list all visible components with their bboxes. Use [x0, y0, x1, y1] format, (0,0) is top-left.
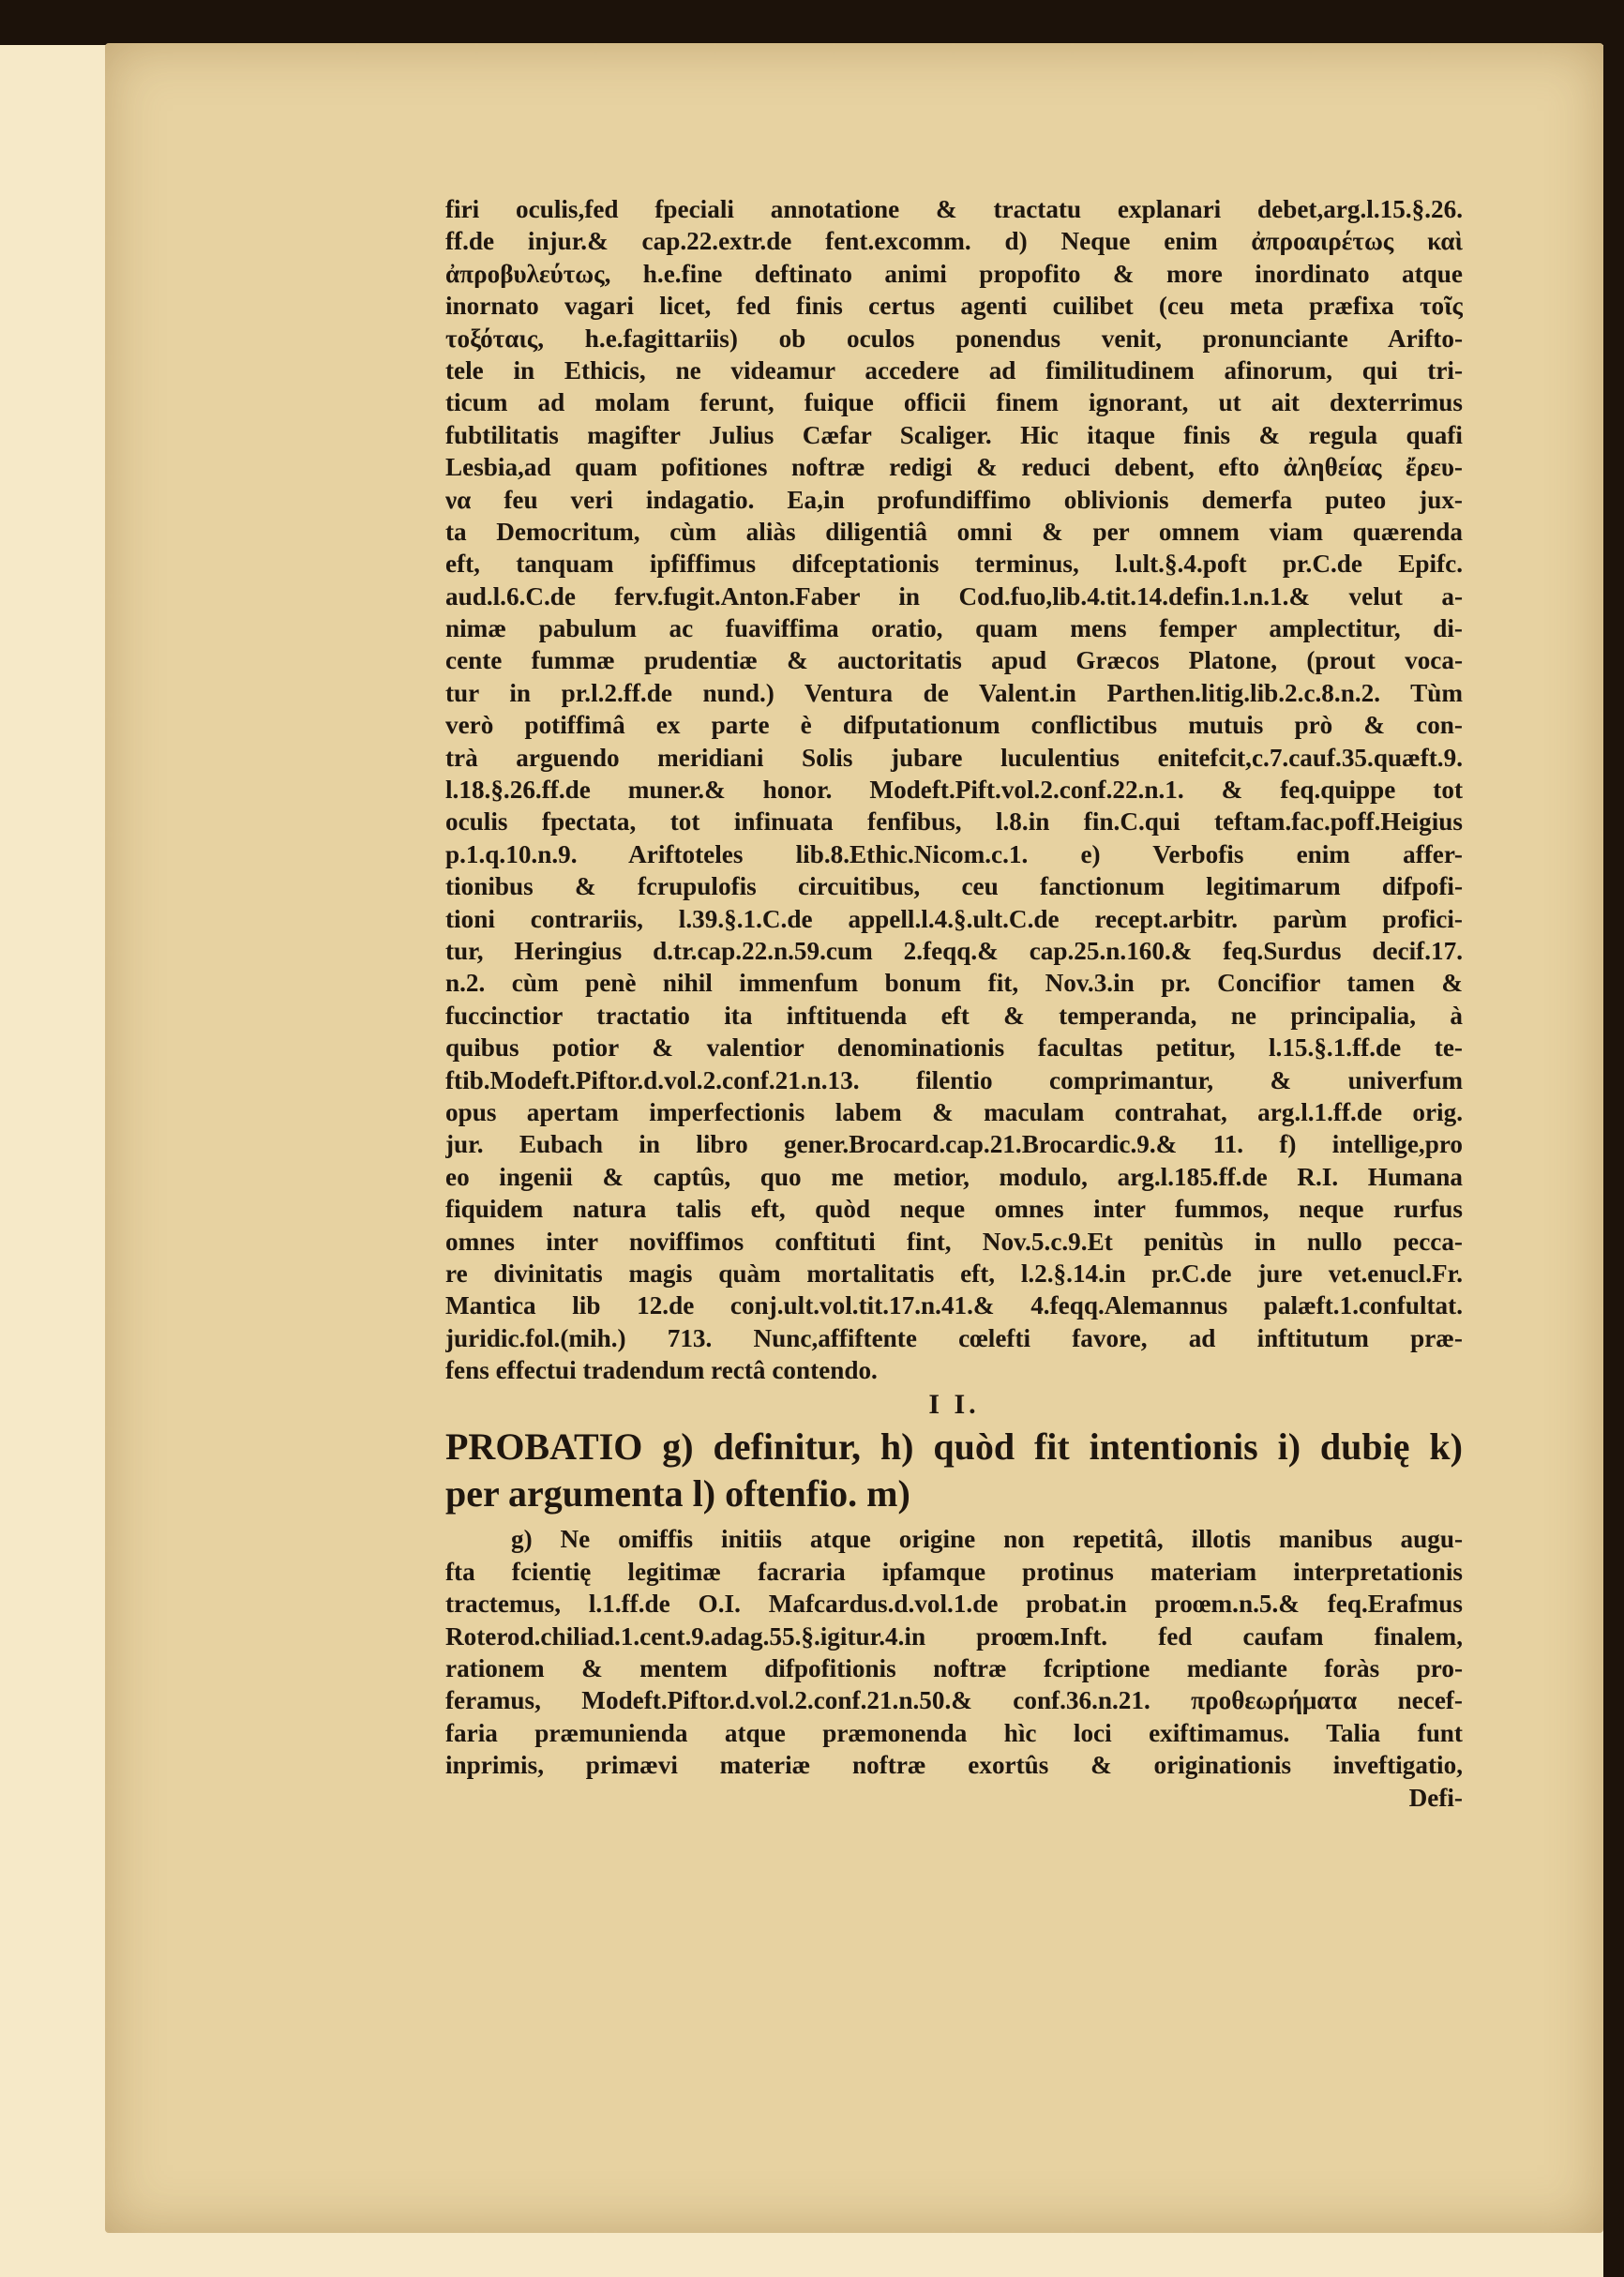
- text-line: oculis fpectata, tot infinuata fenfibus, l.8.in fin.C.qui teftam.fac.poff.Heigius: [445, 807, 1463, 837]
- text-line: ἀπροβυλεύτως, h.e.fine deftinato animi propofito & more inordinato atque: [445, 259, 1463, 288]
- text-line: Lesbia,ad quam pofitiones noftræ redigi & reduci debent, efto ἀληθείας ἔρευ-: [445, 453, 1463, 482]
- scan-right-border: [1603, 0, 1624, 2277]
- text-line: να feu veri indagatio. Ea,in profundiffimo oblivionis demerfa puteo jux-: [445, 485, 1463, 514]
- text-line: verò potiffimâ ex parte è difputationum conflictibus mutuis prò & con-: [445, 711, 1463, 740]
- text-line: l.18.§.26.ff.de muner.& honor. Modeft.Pift.vol.2.conf.22.n.1. & feq.quippe tot: [445, 776, 1463, 805]
- catchword: Defi-: [1408, 1783, 1463, 1812]
- text-line: ff.de injur.& cap.22.extr.de fent.excomm. d) Neque enim ἀπροαιρέτως καὶ: [445, 227, 1463, 256]
- text-line: juridic.fol.(mih.) 713. Nunc,affiftente cœlefti favore, ad inftitutum præ-: [445, 1323, 1463, 1352]
- text-line: p.1.q.10.n.9. Ariftoteles lib.8.Ethic.Nicom.c.1. e) Verbofis enim affer-: [445, 839, 1463, 868]
- text-line: Roterod.chiliad.1.cent.9.adag.55.§.igitur.4.in proœm.Inft. fed caufam finalem,: [445, 1621, 1463, 1651]
- text-line: re divinitatis magis quàm mortalitatis eft, l.2.§.14.in pr.C.de jure vet.enucl.Fr.: [445, 1259, 1463, 1288]
- text-line: ticum ad molam ferunt, fuique officii finem ignorant, ut ait dexterrimus: [445, 388, 1463, 417]
- text-line: tur, Heringius d.tr.cap.22.n.59.cum 2.feqq.& cap.25.n.160.& feq.Surdus decif.17.: [445, 936, 1463, 965]
- section-heading: per argumenta l) oftenfio. m): [445, 1472, 910, 1515]
- text-line: firi oculis,fed fpeciali annotatione & tractatu explanari debet,arg.l.15.§.26.: [445, 195, 1463, 223]
- section-heading: PROBATIO g) definitur, h) quòd fit intentionis i) dubię k): [445, 1425, 1463, 1469]
- text-line: fiquidem natura talis eft, quòd neque omnes inter fummos, neque rurfus: [445, 1195, 1463, 1224]
- text-line: fta fcientię legitimæ facraria ipfamque protinus materiam interpretationis: [445, 1557, 1463, 1586]
- text-line: tionibus & fcrupulofis circuitibus, ceu fanctionum legitimarum difpofi-: [445, 872, 1463, 901]
- text-line: inornato vagari licet, fed finis certus agenti cuilibet (ceu meta præfixa τοῖς: [445, 292, 1463, 321]
- text-line: omnes inter noviffimos conftituti fint, Nov.5.c.9.Et penitùs in nullo pecca-: [445, 1227, 1463, 1256]
- text-line: tioni contrariis, l.39.§.1.C.de appell.l.4.§.ult.C.de recept.arbitr. parùm profici-: [445, 904, 1463, 933]
- text-line: tractemus, l.1.ff.de O.I. Mafcardus.d.vol.1.de probat.in proœm.n.5.& feq.Erafmus: [445, 1590, 1463, 1619]
- text-line: aud.l.6.C.de ferv.fugit.Anton.Faber in Cod.fuo,lib.4.tit.14.defin.1.n.1.& velut a-: [445, 581, 1463, 611]
- scan-top-border: [0, 0, 1624, 45]
- text-line: trà arguendo meridiani Solis jubare luculentius enitefcit,c.7.cauf.35.quæft.9.: [445, 743, 1463, 772]
- text-line: fuccinctior tractatio ita inftituenda eft & temperanda, ne principalia, à: [445, 1001, 1463, 1030]
- text-line: cente fummæ prudentiæ & auctoritatis apud Græcos Platone, (prout voca-: [445, 646, 1463, 675]
- text-line: jur. Eubach in libro gener.Brocard.cap.21.Brocardic.9.& 11. f) intellige,pro: [445, 1130, 1463, 1159]
- text-line: g) Ne omiffis initiis atque origine non repetitâ, illotis manibus augu-: [511, 1525, 1463, 1554]
- text-line: rationem & mentem difpofitionis noftræ fcriptione mediante foràs pro-: [445, 1654, 1463, 1683]
- text-line: tur in pr.l.2.ff.de nund.) Ventura de Valent.in Parthen.litig.lib.2.c.8.n.2. Tùm: [445, 678, 1463, 707]
- text-line: tele in Ethicis, ne videamur accedere ad fimilitudinem afinorum, qui tri-: [445, 355, 1463, 385]
- text-line: opus apertam imperfectionis labem & maculam contrahat, arg.l.1.ff.de orig.: [445, 1097, 1463, 1126]
- text-line: ftib.Modeft.Piftor.d.vol.2.conf.21.n.13. filentio comprimantur, & univerfum: [445, 1065, 1463, 1094]
- text-line: fens effectui tradendum rectâ contendo.: [445, 1356, 878, 1385]
- text-line: fubtilitatis magifter Julius Cæfar Scaliger. Hic itaque finis & regula quafi: [445, 420, 1463, 449]
- text-line: ta Democritum, cùm aliàs diligentiâ omni & per omnem viam quærenda: [445, 517, 1463, 546]
- text-line: inprimis, primævi materiæ noftræ exortûs & originationis inveftigatio,: [445, 1751, 1463, 1780]
- text-line: n.2. cùm penè nihil immenfum bonum fit, Nov.3.in pr. Concifior tamen &: [445, 969, 1463, 998]
- text-line: τοξόταις, h.e.fagittariis) ob oculos ponendus venit, pronunciante Arifto-: [445, 324, 1463, 353]
- text-line: nimæ pabulum ac fuaviffima oratio, quam mens femper amplectitur, di-: [445, 614, 1463, 643]
- text-line: faria præmunienda atque præmonenda hìc loci exiftimamus. Talia funt: [445, 1718, 1463, 1747]
- text-line: Mantica lib 12.de conj.ult.vol.tit.17.n.41.& 4.feqq.Alemannus palæft.1.confultat.: [445, 1291, 1463, 1320]
- section-number: I I.: [928, 1389, 980, 1421]
- text-line: quibus potior & valentior denominationis facultas petitur, l.15.§.1.ff.de te-: [445, 1033, 1463, 1063]
- page-text: [445, 193, 1463, 1814]
- text-line: eo ingenii & captûs, quo me metior, modulo, arg.l.185.ff.de R.I. Humana: [445, 1162, 1463, 1191]
- text-line: feramus, Modeft.Piftor.d.vol.2.conf.21.n.50.& conf.36.n.21. προθεωρήματα necef-: [445, 1686, 1463, 1715]
- text-line: eft, tanquam ipfiffimus difceptationis terminus, l.ult.§.4.poft pr.C.de Epifc.: [445, 550, 1463, 579]
